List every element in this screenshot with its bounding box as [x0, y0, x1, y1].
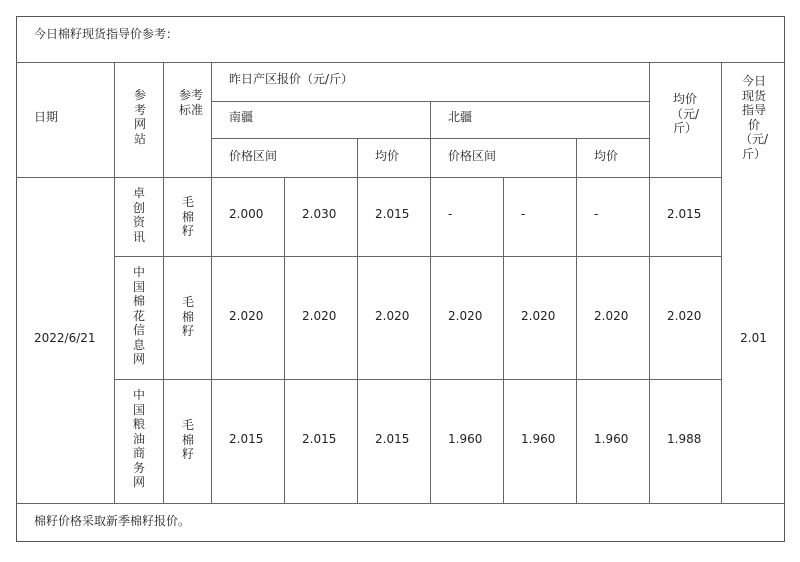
column-header-yesterday: 昨日产区报价（元/斤） [229, 72, 354, 86]
row-standard: 毛棉籽 [181, 418, 194, 461]
row-avg: 2.020 [667, 309, 702, 323]
divider [16, 503, 785, 504]
row-south-low: 2.015 [229, 432, 264, 446]
row-south-high: 2.015 [302, 432, 337, 446]
divider [503, 177, 504, 503]
row-avg: 2.015 [667, 207, 702, 221]
divider [721, 62, 722, 503]
row-north-low: 1.960 [448, 432, 483, 446]
column-header-standard: 参考标准 [178, 88, 203, 117]
divider [211, 62, 212, 503]
guide-price-cell: 2.01 [740, 331, 767, 345]
row-standard: 毛棉籽 [181, 295, 194, 338]
row-south-high: 2.030 [302, 207, 337, 221]
row-south-avg: 2.015 [375, 207, 410, 221]
date-cell: 2022/6/21 [34, 331, 96, 345]
row-north-avg: 1.960 [594, 432, 629, 446]
column-header-north: 北疆 [448, 110, 473, 124]
divider [163, 62, 164, 503]
row-north-high: 2.020 [521, 309, 556, 323]
row-north-low: - [448, 207, 453, 221]
row-south-low: 2.020 [229, 309, 264, 323]
footer-note: 棉籽价格采取新季棉籽报价。 [34, 514, 191, 528]
divider [430, 101, 431, 503]
divider [114, 256, 721, 257]
column-header-site: 参考网站 [133, 88, 146, 146]
divider [114, 62, 115, 503]
divider [114, 379, 721, 380]
row-avg: 1.988 [667, 432, 702, 446]
row-standard: 毛棉籽 [181, 195, 194, 238]
row-south-avg: 2.015 [375, 432, 410, 446]
column-header-north-range: 价格区间 [448, 149, 497, 163]
row-north-high: - [521, 207, 526, 221]
divider [357, 138, 358, 503]
row-north-high: 1.960 [521, 432, 556, 446]
column-header-south-avg: 均价 [375, 149, 400, 163]
row-north-low: 2.020 [448, 309, 483, 323]
divider [649, 62, 650, 503]
column-header-date: 日期 [34, 110, 59, 124]
row-south-high: 2.020 [302, 309, 337, 323]
row-site: 中国粮油商务网 [132, 388, 145, 489]
column-header-north-avg: 均价 [594, 149, 619, 163]
divider [16, 177, 721, 178]
row-south-low: 2.000 [229, 207, 264, 221]
row-south-avg: 2.020 [375, 309, 410, 323]
row-north-avg: 2.020 [594, 309, 629, 323]
column-header-overall-avg: 均价（元/斤） [670, 92, 700, 135]
row-site: 中国棉花信息网 [132, 265, 145, 366]
divider [16, 62, 785, 63]
row-north-avg: - [594, 207, 599, 221]
column-header-guide: 今日现货指导价（元/斤） [740, 74, 769, 161]
divider [284, 177, 285, 503]
column-header-south-range: 价格区间 [229, 149, 278, 163]
row-site: 卓创资讯 [132, 186, 145, 244]
header-note: 今日棉籽现货指导价参考： [34, 27, 179, 41]
divider [576, 138, 577, 503]
column-header-south: 南疆 [229, 110, 254, 124]
